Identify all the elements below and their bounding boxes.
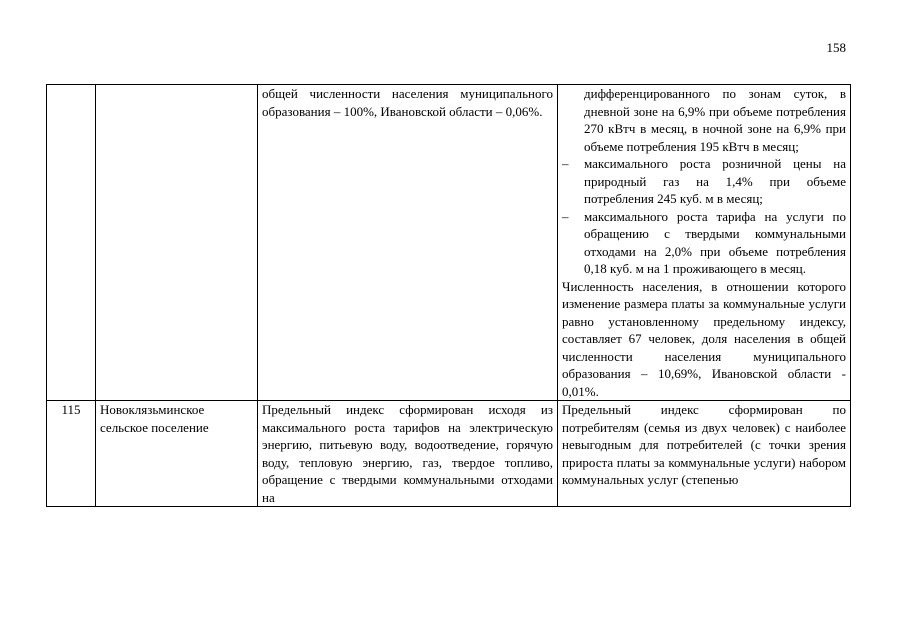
settlement-name-cell: Новоклязьминское сельское поселение (96, 401, 258, 507)
list-item: дифференцированного по зонам суток, в дневной зоне на 6,9% при объеме потребления 270 кВтч в месяц, в ночной зоне на 6,9% при объеме потребления 195 кВтч в месяц; (584, 86, 846, 154)
tariff-table (46, 84, 851, 507)
table-row (47, 401, 851, 507)
population-share-text: Численность населения, в отношении которого изменение размера платы за коммунальные услуги равно установленному предельному индексу, составляет 67 человек, доля населения в общей численности населения муниципального образования – 10,69%, Ивановской области - 0,01%. (562, 278, 846, 399)
row-number-cell (47, 85, 96, 401)
index-detail-cell (558, 85, 851, 401)
table-row (47, 85, 851, 401)
list-item: – максимального роста тарифа на услуги по обращению с твердыми коммунальными отходами на 2,0% при объеме потребления 0,18 куб. м на 1 проживающего в месяц. (562, 208, 846, 278)
settlement-name-cell (96, 85, 258, 401)
list-item: – максимального роста розничной цены на природный газ на 1,4% при объеме потребления 245 куб. м в месяц; (562, 155, 846, 208)
index-detail-cell: Предельный индекс сформирован по потребителям (семья из двух человек) с наиболее невыгодным для потребителей (с точки зрения прироста платы за коммунальные услуги) набором коммунальных услуг (степенью (558, 401, 851, 507)
page-number: 158 (826, 40, 846, 55)
index-basis-cell: Предельный индекс сформирован исходя из максимального роста тарифов на электрическую энергию, питьевую воду, водоотведение, горячую воду, тепловую энергию, газ, твердое топливо, обращение с твердыми коммунальными отходами на (258, 401, 558, 507)
index-basis-cell: общей численности населения муниципального образования – 100%, Ивановской области – 0,06%. (258, 85, 558, 401)
row-number-cell: 115 (47, 401, 96, 507)
tariff-growth-list (562, 85, 846, 278)
